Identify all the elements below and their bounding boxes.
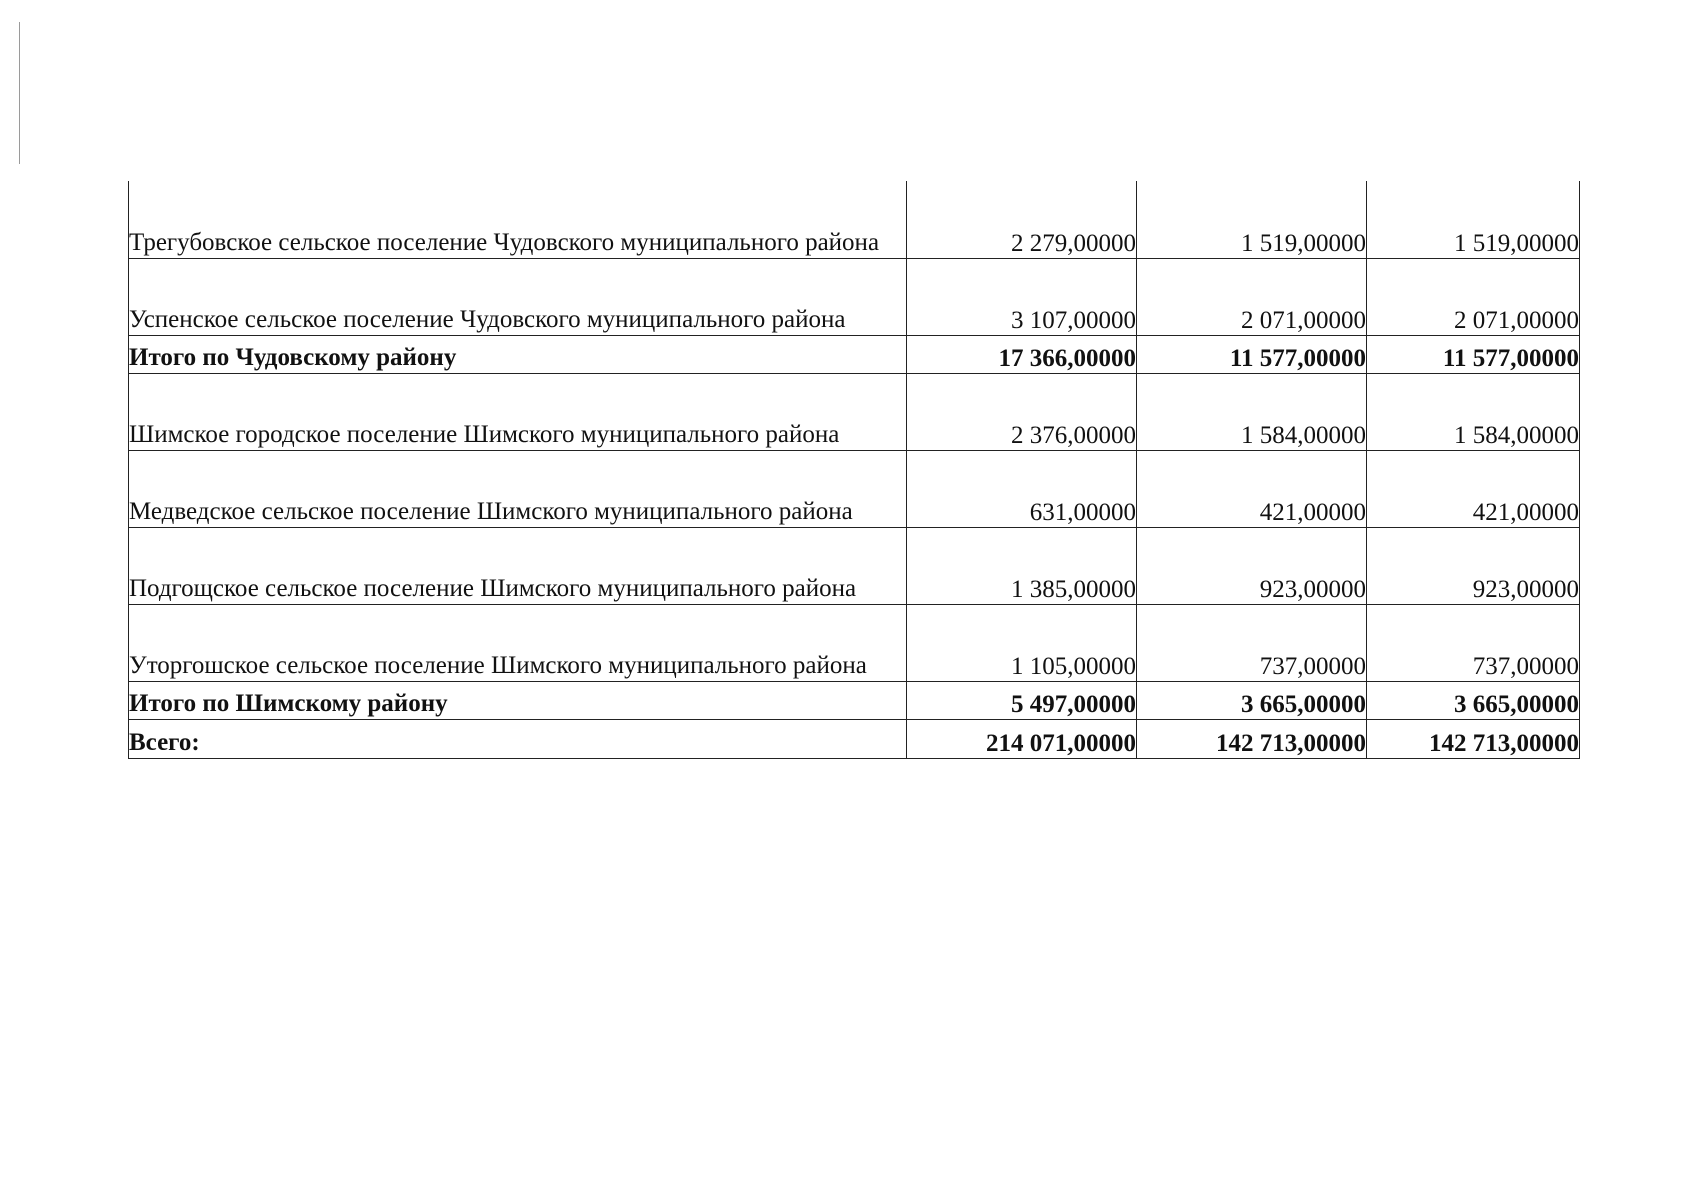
value-cell [907, 719, 1137, 758]
value-1: 3 107,00000 [1011, 306, 1136, 334]
value-cell [1367, 527, 1580, 604]
total-value-1: 17 366,00000 [998, 344, 1136, 372]
value-2: 737,00000 [1259, 652, 1366, 680]
table-row [129, 258, 1580, 335]
table-body [129, 181, 1580, 758]
value-2: 1 519,00000 [1241, 229, 1366, 257]
budget-table [128, 181, 1580, 759]
value-cell [907, 604, 1137, 681]
value-3: 2 071,00000 [1454, 306, 1579, 334]
value-2: 421,00000 [1259, 498, 1366, 526]
value-3: 737,00000 [1472, 652, 1579, 680]
value-cell [1137, 258, 1367, 335]
district-total-row [129, 335, 1580, 373]
value-2: 1 584,00000 [1241, 421, 1366, 449]
district-total-label: Итого по Чудовскому району [129, 335, 907, 373]
value-cell [1137, 719, 1367, 758]
value-cell [1367, 450, 1580, 527]
value-cell [907, 258, 1137, 335]
table-row [129, 181, 1580, 258]
value-3: 923,00000 [1472, 575, 1579, 603]
grand-total-label: Всего: [129, 719, 907, 758]
value-cell [1137, 335, 1367, 373]
value-2: 2 071,00000 [1241, 306, 1366, 334]
total-value-3: 11 577,00000 [1442, 344, 1579, 372]
settlement-name: Медведское сельское поселение Шимского муниципального района [129, 450, 907, 527]
value-1: 1 105,00000 [1011, 652, 1136, 680]
total-value-2: 3 665,00000 [1241, 690, 1366, 718]
value-cell [1367, 335, 1580, 373]
value-1: 2 279,00000 [1011, 229, 1136, 257]
district-total-row [129, 681, 1580, 719]
value-1: 1 385,00000 [1011, 575, 1136, 603]
grand-total-value-3: 142 713,00000 [1429, 729, 1579, 757]
value-1: 2 376,00000 [1011, 421, 1136, 449]
settlement-name: Успенское сельское поселение Чудовского муниципального района [129, 258, 907, 335]
value-cell [1137, 527, 1367, 604]
value-2: 923,00000 [1259, 575, 1366, 603]
grand-total-value-1: 214 071,00000 [986, 729, 1136, 757]
value-cell [907, 527, 1137, 604]
grand-total-value-2: 142 713,00000 [1216, 729, 1366, 757]
value-cell [907, 335, 1137, 373]
value-1: 631,00000 [1029, 498, 1136, 526]
grand-total-row [129, 719, 1580, 758]
value-cell [907, 373, 1137, 450]
value-cell [1367, 373, 1580, 450]
value-cell [1137, 373, 1367, 450]
table-row [129, 527, 1580, 604]
district-total-label: Итого по Шимскому району [129, 681, 907, 719]
value-cell [1367, 258, 1580, 335]
settlement-name: Трегубовское сельское поселение Чудовского муниципального района [129, 181, 907, 258]
settlement-name: Уторгошское сельское поселение Шимского муниципального района [129, 604, 907, 681]
value-cell [907, 450, 1137, 527]
value-cell [907, 681, 1137, 719]
value-cell [1367, 604, 1580, 681]
table-row [129, 604, 1580, 681]
value-cell [1137, 604, 1367, 681]
settlement-name: Шимское городское поселение Шимского муниципального района [129, 373, 907, 450]
value-cell [1137, 450, 1367, 527]
total-value-2: 11 577,00000 [1229, 344, 1366, 372]
value-cell [1137, 181, 1367, 258]
value-cell [1367, 681, 1580, 719]
value-cell [1137, 681, 1367, 719]
total-value-3: 3 665,00000 [1454, 690, 1579, 718]
value-3: 421,00000 [1472, 498, 1579, 526]
total-value-1: 5 497,00000 [1011, 690, 1136, 718]
scan-edge-line [19, 22, 20, 164]
settlement-name: Подгощское сельское поселение Шимского муниципального района [129, 527, 907, 604]
value-cell [1367, 181, 1580, 258]
value-3: 1 519,00000 [1454, 229, 1579, 257]
value-3: 1 584,00000 [1454, 421, 1579, 449]
table-row [129, 373, 1580, 450]
value-cell [1367, 719, 1580, 758]
value-cell [907, 181, 1137, 258]
table-row [129, 450, 1580, 527]
